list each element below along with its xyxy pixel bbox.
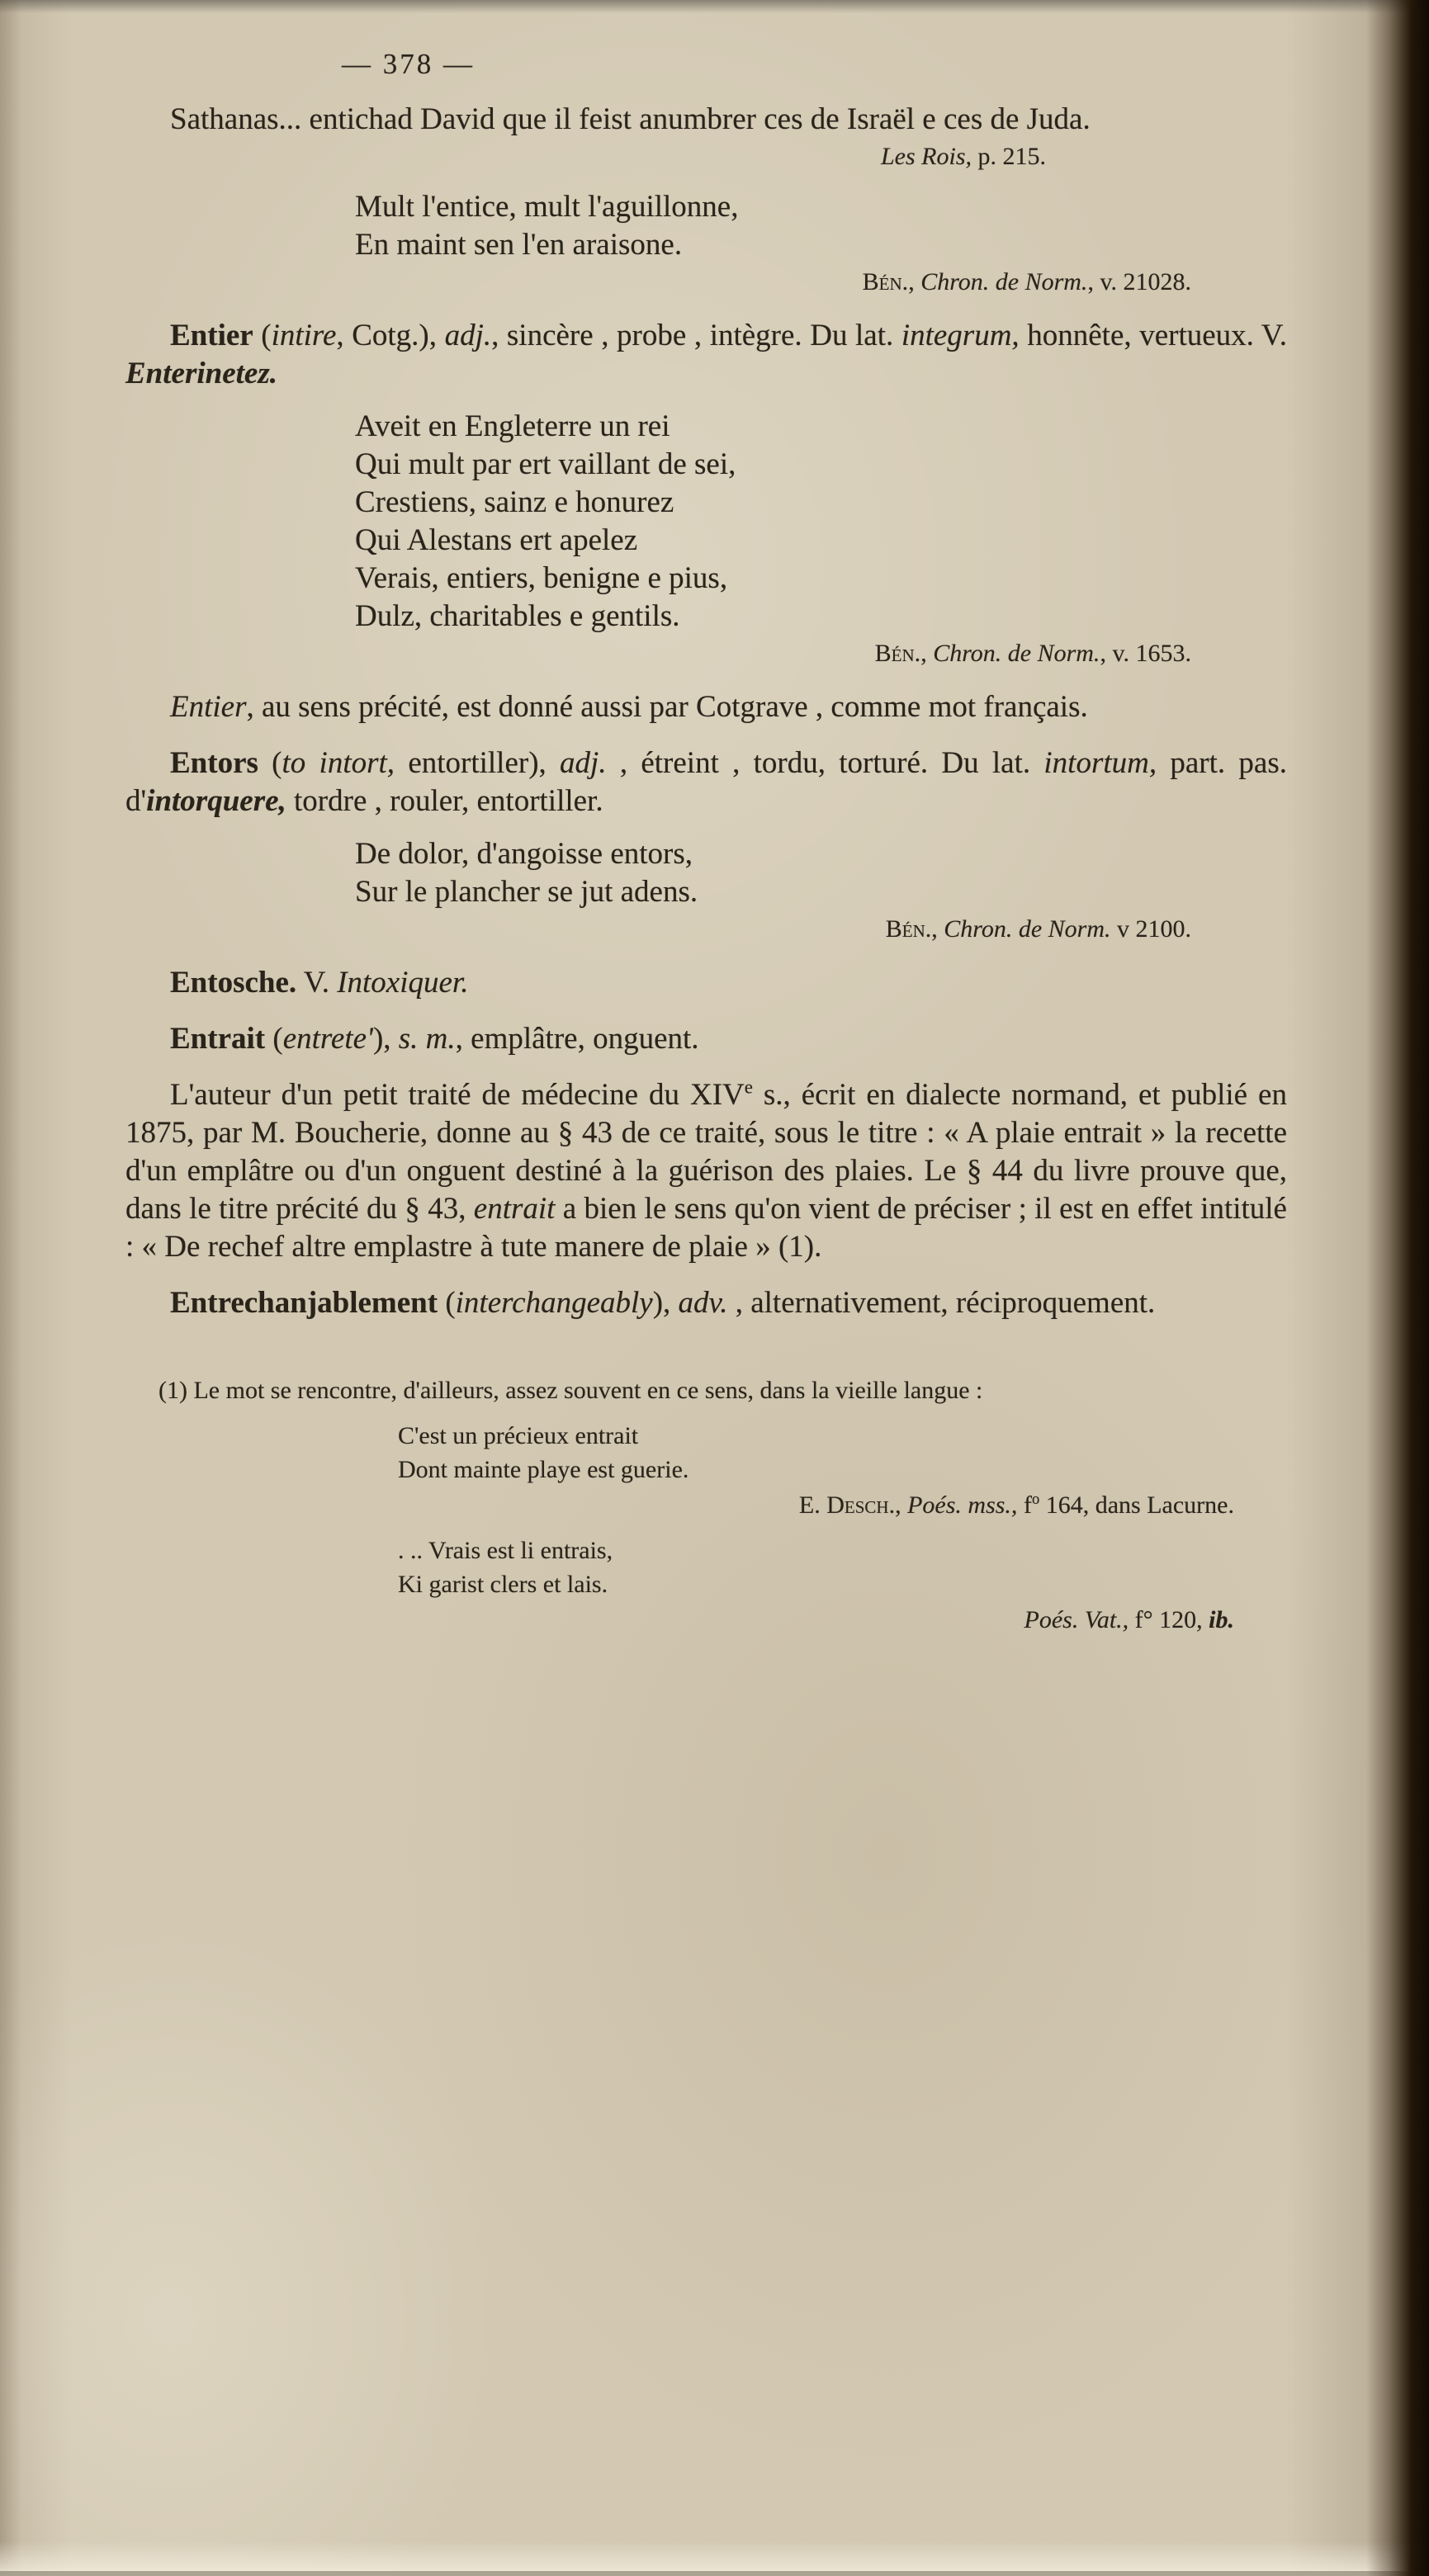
- text-segment: f° 120,: [1129, 1606, 1209, 1633]
- text-segment: , v. 21028.: [1087, 268, 1191, 295]
- text-segment: Qui Alestans ert apelez: [355, 523, 638, 557]
- text-segment: Chron. de Norm.: [933, 640, 1100, 667]
- verse-line: [398, 1534, 1287, 1567]
- document-blocks: [125, 101, 1287, 1637]
- text-segment: o: [1031, 1491, 1040, 1508]
- verse-line: [355, 873, 1287, 911]
- text-segment: , alternativement, réciproquement.: [727, 1286, 1156, 1320]
- text-segment: (: [438, 1286, 456, 1320]
- verse-line: [398, 1419, 1287, 1453]
- text-segment: f: [1017, 1491, 1032, 1519]
- verse-line: [355, 598, 1287, 636]
- text-segment: L'auteur d'un petit traité de médecine du XIV: [170, 1078, 745, 1112]
- verse-line: [355, 835, 1287, 873]
- page-content: [125, 0, 1287, 1637]
- text-segment: Entrechanjablement: [170, 1286, 438, 1320]
- text-segment: Enterinetez.: [125, 357, 277, 390]
- entry-entors: [125, 744, 1287, 820]
- text-segment: Ki garist clers et lais.: [398, 1571, 608, 1598]
- verse-line: [355, 226, 1287, 264]
- text-segment: integrum,: [901, 319, 1020, 352]
- text-segment: s. m.: [398, 1022, 456, 1056]
- text-segment: adj.: [444, 319, 492, 352]
- text-segment: Crestiens, sainz e honurez: [355, 485, 674, 519]
- para-entrait-note: [125, 1076, 1287, 1266]
- text-segment: Chron. de Norm.: [920, 268, 1088, 295]
- footnote-1: [125, 1373, 1287, 1407]
- quote-sathanas: [125, 101, 1287, 139]
- text-segment: ),: [652, 1286, 679, 1320]
- text-segment: tordre , rouler, entortiller.: [286, 784, 603, 818]
- text-segment: Bén.: [885, 915, 932, 943]
- verse-line: [398, 1567, 1287, 1601]
- verse-line: [355, 188, 1287, 226]
- text-segment: p. 215.: [972, 143, 1046, 170]
- text-segment: Sur le plancher se jut adens.: [355, 875, 698, 909]
- text-segment: V.: [296, 966, 338, 1000]
- text-segment: Mult l'entice, mult l'aguillonne,: [355, 190, 739, 224]
- text-segment: Aveit en Engleterre un rei: [355, 409, 670, 443]
- verse-de-dolor: [355, 835, 1287, 911]
- text-segment: ,: [931, 915, 944, 943]
- text-segment: s., écrit en dialecte normand, et publié en 1875, par M. Boucherie, donne au § 43 de ce traité, sous le titre : « A plaie entrait » la recette d'un emplâtre ou d'un onguent destiné à la guérison des plaies. Le § 44 du livre prouve que, dans le titre précité du § 43,: [125, 1078, 1287, 1226]
- text-segment: intorquere,: [146, 784, 286, 818]
- text-segment: entortiller),: [395, 746, 561, 780]
- text-segment: 164, dans Lacurne.: [1039, 1491, 1234, 1519]
- text-segment: to intort,: [282, 746, 395, 780]
- text-segment: Poés. mss.,: [907, 1491, 1018, 1519]
- entry-entrechanjablement: [125, 1284, 1287, 1322]
- text-segment: , étreint , tordu, torturé. Du lat.: [606, 746, 1044, 780]
- citation-ben-2100: [125, 913, 1191, 946]
- text-segment: , Cotg.),: [336, 319, 445, 352]
- text-segment: Entors: [170, 746, 258, 780]
- text-segment: interchangeably: [455, 1286, 653, 1320]
- text-segment: ib.: [1209, 1606, 1234, 1633]
- text-segment: Dont mainte playe est guerie.: [398, 1456, 689, 1483]
- text-segment: e: [744, 1076, 753, 1098]
- footnote-citation-poes-vat: [125, 1603, 1234, 1637]
- text-segment: ),: [372, 1022, 399, 1056]
- page-number: — 378 —: [342, 48, 475, 80]
- para-entier-note: [125, 688, 1287, 726]
- text-segment: intortum,: [1043, 746, 1157, 780]
- text-segment: adv.: [678, 1286, 728, 1320]
- text-segment: entrait: [473, 1192, 556, 1226]
- text-segment: intire: [271, 319, 337, 352]
- text-segment: Entier: [170, 319, 253, 352]
- text-segment: (: [253, 319, 272, 352]
- text-segment: . .. Vrais est li entrais,: [398, 1537, 613, 1564]
- text-segment: ,: [895, 1491, 908, 1519]
- text-segment: part. pas. d': [125, 746, 1287, 818]
- citation-ben-1653: [125, 637, 1191, 670]
- footnote-verse-2: [398, 1534, 1287, 1601]
- text-segment: E.: [798, 1491, 827, 1519]
- verse-line: [355, 522, 1287, 560]
- text-segment: Sathanas... entichad David que il feist anumbrer ces de Israël e ces de Juda.: [170, 102, 1091, 136]
- verse-line: [355, 484, 1287, 522]
- verse-aveit-en-engleterre: [355, 408, 1287, 636]
- entry-entier: [125, 317, 1287, 393]
- citation-les-rois: [125, 140, 1046, 173]
- entry-entrait: [125, 1020, 1287, 1058]
- text-segment: Entrait: [170, 1022, 266, 1056]
- footnote-citation-desch: [125, 1488, 1234, 1522]
- text-segment: , emplâtre, onguent.: [455, 1022, 699, 1056]
- text-segment: Dulz, charitables e gentils.: [355, 599, 680, 633]
- text-segment: , sincère , probe , intègre. Du lat.: [491, 319, 901, 352]
- text-segment: De dolor, d'angoisse entors,: [355, 837, 693, 871]
- text-segment: , au sens précité, est donné aussi par Cotgrave , comme mot français.: [246, 690, 1088, 724]
- text-segment: Desch.: [826, 1491, 896, 1519]
- text-segment: (1) Le mot se rencontre, d'ailleurs, assez souvent en ce sens, dans la vieille langue :: [159, 1377, 983, 1404]
- text-segment: Poés. Vat.,: [1024, 1606, 1129, 1633]
- text-segment: Intoxiquer.: [337, 966, 469, 1000]
- text-segment: Verais, entiers, benigne e pius,: [355, 561, 728, 595]
- citation-ben-21028: [125, 266, 1191, 299]
- text-segment: Les Rois,: [880, 143, 972, 170]
- text-segment: a bien le sens qu'on vient de préciser ; il est en effet intitulé : « De rechef altre emplastre à tute manere de plaie » (1).: [125, 1192, 1287, 1264]
- text-segment: ,: [908, 268, 921, 295]
- text-segment: (: [258, 746, 282, 780]
- text-segment: Chron. de Norm.: [944, 915, 1111, 943]
- verse-line: [355, 560, 1287, 598]
- text-segment: ,: [920, 640, 934, 667]
- verse-mult-lentice: [355, 188, 1287, 264]
- text-segment: adj.: [560, 746, 607, 780]
- text-segment: Bén.: [862, 268, 909, 295]
- text-segment: C'est un précieux entrait: [398, 1422, 639, 1449]
- footnote-verse-1: [398, 1419, 1287, 1487]
- text-segment: Entier: [170, 690, 247, 724]
- verse-line: [355, 446, 1287, 484]
- text-segment: , v. 1653.: [1100, 640, 1191, 667]
- text-segment: (: [265, 1022, 283, 1056]
- text-segment: En maint sen l'en araisone.: [355, 228, 683, 262]
- verse-line: [355, 408, 1287, 446]
- text-segment: Bén.: [874, 640, 921, 667]
- text-segment: entrete': [282, 1022, 373, 1056]
- verse-line: [398, 1453, 1287, 1487]
- text-segment: v 2100.: [1110, 915, 1191, 943]
- text-segment: Entosche.: [170, 966, 297, 1000]
- entry-entosche: [125, 964, 1287, 1002]
- text-segment: Qui mult par ert vaillant de sei,: [355, 447, 736, 481]
- text-segment: honnête, vertueux. V.: [1019, 319, 1287, 352]
